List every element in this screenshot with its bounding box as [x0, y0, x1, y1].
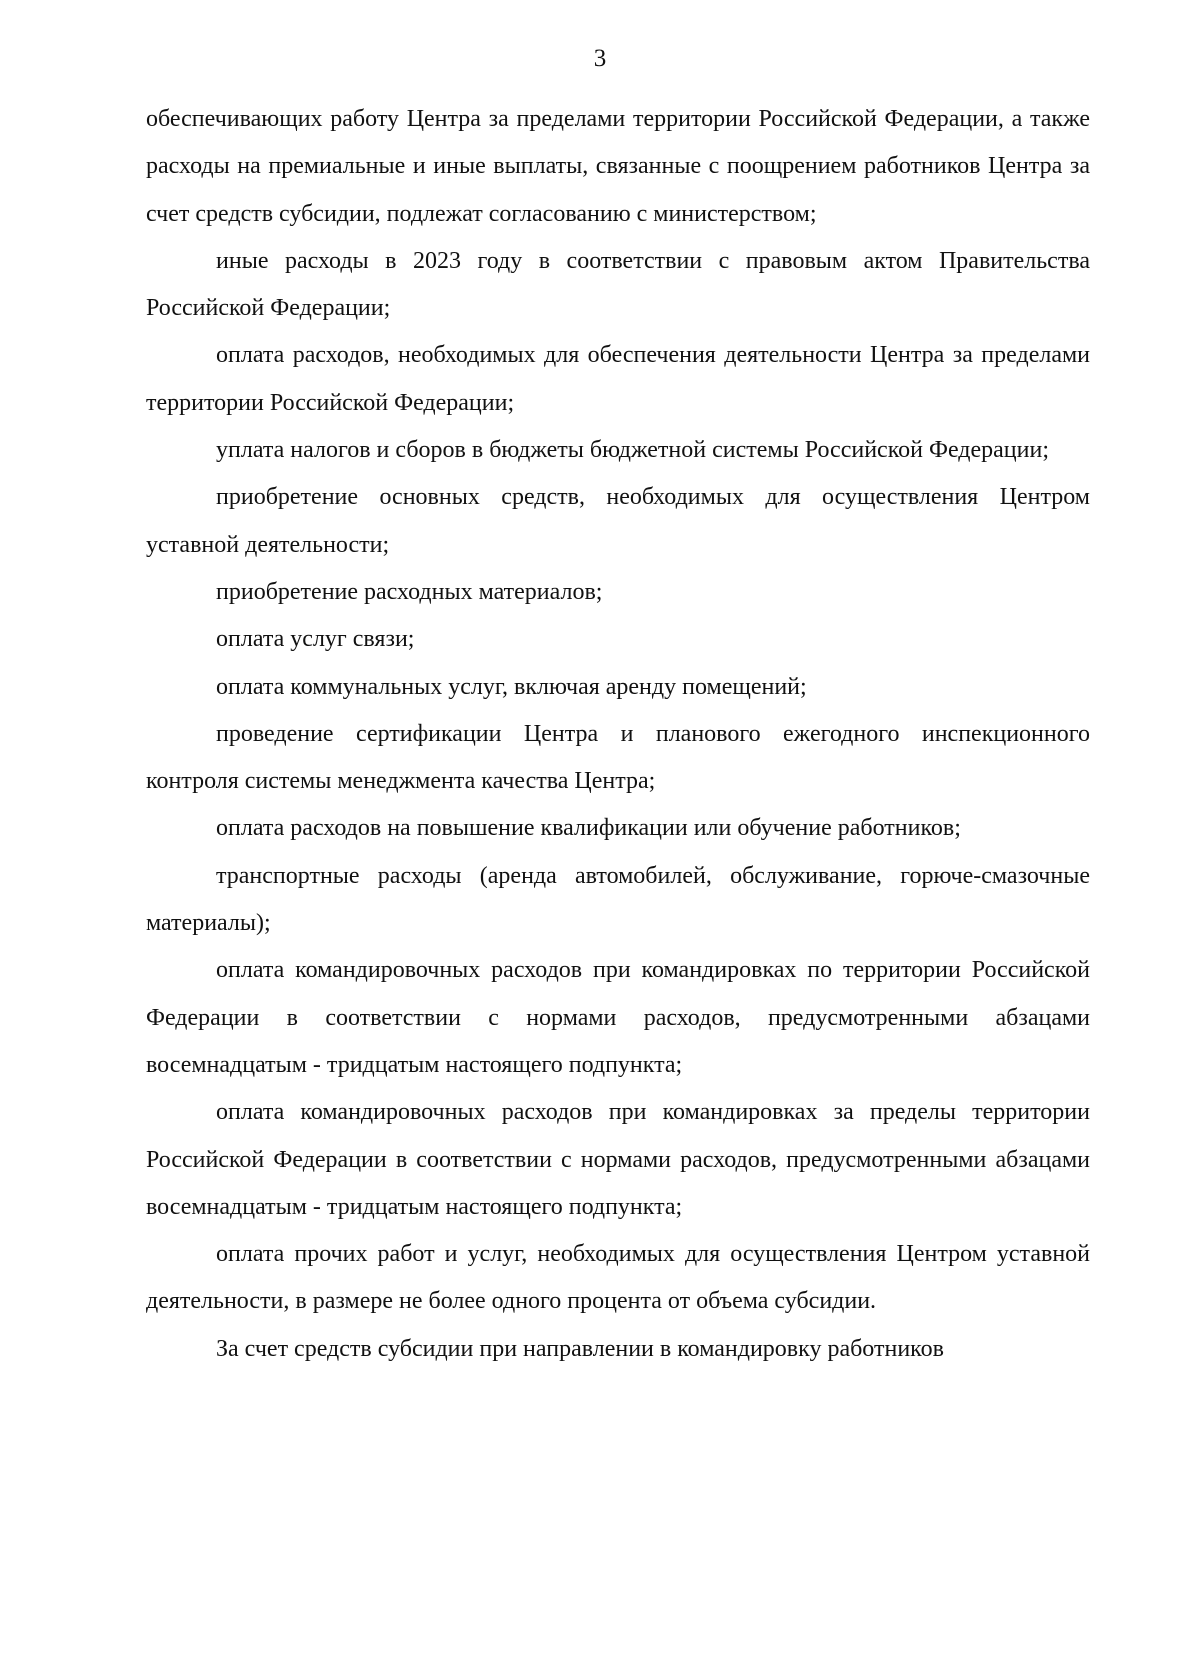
paragraph: уплата налогов и сборов в бюджеты бюджетной системы Российской Федерации; — [216, 437, 1049, 464]
paragraph: оплата командировочных расходов при командировках по территории Российской Федерации в соответствии с нормами расходов, предусмотренными абзацами восемнадцатым - тридцатым настоящего подпункта; — [146, 957, 1090, 1078]
paragraph: иные расходы в 2023 году в соответствии с правовым актом Правительства Российской Федерации; — [146, 247, 1090, 322]
paragraph: проведение сертификации Центра и планового ежегодного инспекционного контроля системы менеджмента качества Центра; — [146, 720, 1090, 795]
paragraph: оплата услуг связи; — [216, 626, 415, 653]
document-body — [146, 96, 1090, 1373]
paragraph: За счет средств субсидии при направлении в командировку работников — [216, 1335, 944, 1362]
paragraph: обеспечивающих работу Центра за пределами территории Российской Федерации, а также расходы на премиальные и иные выплаты, связанные с поощрением работников Центра за счет средств субсидии, подлежат согласованию с министерством; — [146, 106, 1090, 227]
paragraph: оплата прочих работ и услуг, необходимых для осуществления Центром уставной деятельности, в размере не более одного процента от объема субсидии. — [146, 1241, 1090, 1315]
paragraph: приобретение основных средств, необходимых для осуществления Центром уставной деятельности; — [146, 484, 1090, 558]
paragraph: оплата коммунальных услуг, включая аренду помещений; — [216, 673, 807, 700]
paragraph: оплата расходов на повышение квалификации или обучение работников; — [216, 815, 961, 842]
paragraph: оплата расходов, необходимых для обеспечения деятельности Центра за пределами территории Российской Федерации; — [146, 342, 1090, 416]
paragraph: приобретение расходных материалов; — [216, 578, 603, 605]
paragraph: оплата командировочных расходов при командировках за пределы территории Российской Федерации в соответствии с нормами расходов, предусмотренными абзацами восемнадцатым - тридцатым настоящего подпункта; — [146, 1099, 1090, 1220]
paragraph: транспортные расходы (аренда автомобилей, обслуживание, горюче-смазочные материалы); — [146, 862, 1090, 937]
page-number: 3 — [593, 45, 607, 72]
